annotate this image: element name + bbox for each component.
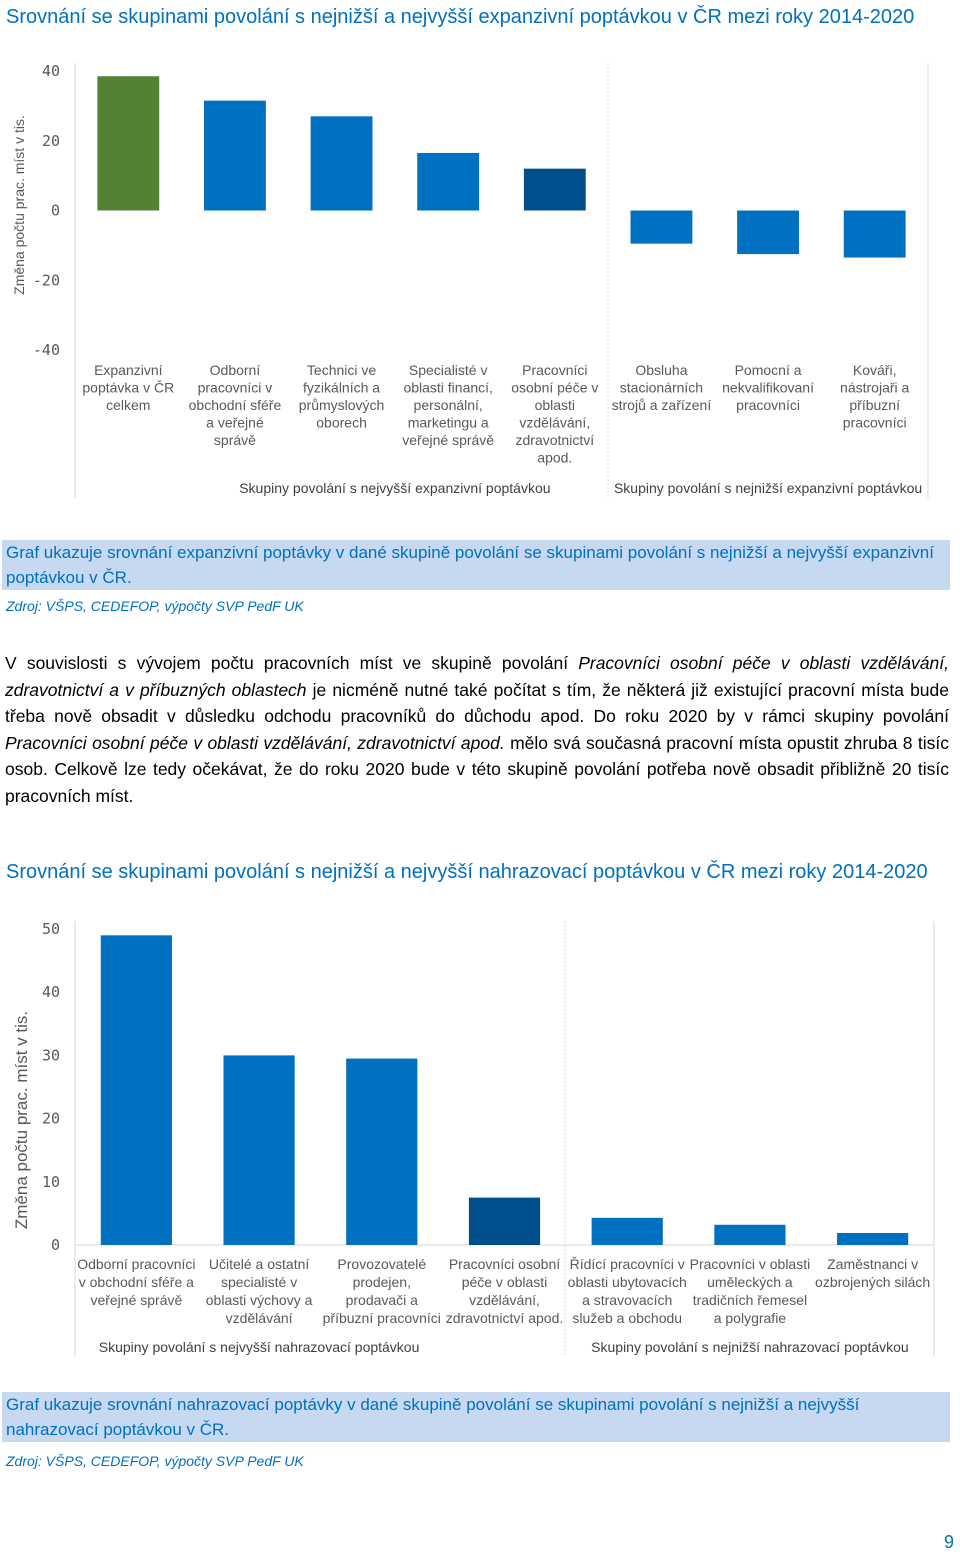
body-text-part-3: mělo svá současná pracovní místa opustit zhruba 8 tisíc osob. Celkově lze tedy očekávat, že do roku 2020 bude v této skupině povolání potřeba nově obsadit přibližně 20 tisíc pracovních míst. [5, 732, 949, 806]
body-text-part-2: je nicméně nutné také počítat s tím, že některá již existující pracovní místa bude třeba nově obsadit v důsledku odchodu pracovníků do důchodu apod. Do roku 2020 by v rámci skupiny povolání [5, 679, 949, 727]
chart1-title: Srovnání se skupinami povolání s nejnižší a nejvyšší expanzivní poptávkou v ČR mezi roky 2014-2020 [6, 6, 915, 28]
chart2-source: Zdroj: VŠPS, CEDEFOP, výpočty SVP PedF UK [6, 1453, 304, 1469]
category-label: Specialisté v oblasti financí, personální, marketingu a veřejné správě [402, 362, 495, 448]
chart2-y-axis-label: Změna počtu prac. míst v tis. [12, 1010, 31, 1230]
bar [714, 1225, 785, 1245]
chart1-caption: Graf ukazuje srovnání expanzivní poptávky v dané skupině povolání se skupinami povolání s nejnižší a nejvyšší expanzivní poptávkou v ČR. [2, 540, 950, 590]
chart1-bars [97, 76, 905, 257]
category-label: Pracovníci osobní péče v oblasti vzdělávání, zdravotnictví apod. [511, 362, 599, 466]
y-tick-label: 50 [41, 920, 60, 938]
y-tick-label: 40 [41, 983, 60, 1002]
bar [311, 116, 373, 210]
category-label: Provozovatelé prodejen, prodavači a příbuzní pracovníci [322, 1256, 441, 1326]
bar [592, 1218, 663, 1245]
group-label: Skupiny povolání s nejnižší expanzivní poptávkou [613, 480, 923, 496]
y-tick-label: 0 [50, 201, 60, 220]
chart1-category-labels [82, 362, 909, 466]
bar [101, 935, 172, 1245]
category-label: Obsluha stacionárních strojů a zařízení [611, 362, 712, 413]
y-tick-label: 20 [41, 131, 60, 150]
bar [223, 1055, 294, 1245]
chart2-nahrazovaci-poptavka [0, 905, 960, 1360]
y-tick-label: 40 [41, 62, 60, 80]
group-label: Skupiny povolání s nejvyšší nahrazovací poptávkou [98, 1339, 420, 1355]
category-label: Expanzivní poptávka v ČR celkem [82, 362, 175, 413]
chart1-axes [75, 63, 928, 498]
y-tick-label: 30 [41, 1046, 60, 1065]
chart2-category-labels [77, 1256, 930, 1326]
category-label: Zaměstnanci v ozbrojených silách [815, 1256, 931, 1290]
chart1-group-labels [239, 480, 922, 496]
group-label: Skupiny povolání s nejnižší nahrazovací poptávkou [591, 1339, 909, 1355]
y-tick-label: -20 [32, 271, 60, 290]
category-label: Řídící pracovníci v oblasti ubytovacích a stravovacích služeb a obchodu [567, 1256, 687, 1326]
chart1-y-axis-label: Změna počtu prac. míst v tis. [11, 115, 27, 295]
bar [97, 76, 159, 210]
category-label: Pracovníci v oblasti uměleckých a tradičních řemesel a polygrafie [689, 1256, 811, 1326]
group-label: Skupiny povolání s nejvyšší expanzivní poptávkou [239, 480, 551, 496]
chart2-bars [101, 935, 908, 1245]
page-number: 9 [943, 1532, 954, 1552]
bar [524, 169, 586, 211]
y-tick-label: 0 [50, 1236, 60, 1254]
category-label: Pomocní a nekvalifikovaní pracovníci [722, 362, 814, 413]
body-text-part-1: V souvislosti s vývojem počtu pracovních míst ve skupině povolání [5, 653, 579, 673]
chart2-caption: Graf ukazuje srovnání nahrazovací poptávky v dané skupině povolání se skupinami povolání s nejnižší a nejvyšší nahrazovací poptávkou v ČR. [2, 1392, 950, 1442]
category-label: Odborní pracovníci v obchodní sféře a veřejné správě [77, 1256, 196, 1308]
category-label: Kováři, nástrojaři a příbuzní pracovníci [840, 362, 910, 431]
bar [631, 211, 693, 244]
category-label: Technici ve fyzikálních a průmyslových oborech [298, 362, 385, 431]
body-text-emphasis-2: Pracovníci osobní péče v oblasti vzdělávání, zdravotnictví apod. [5, 732, 505, 753]
bar [469, 1198, 540, 1245]
y-tick-label: -40 [32, 341, 60, 359]
chart2-yticks [42, 920, 60, 1254]
bar [346, 1059, 417, 1245]
bar [204, 101, 266, 211]
y-tick-label: 20 [41, 1109, 60, 1128]
category-label: Učitelé a ostatní specialisté v oblasti výchovy a vzdělávání [205, 1256, 313, 1326]
y-tick-label: 10 [41, 1172, 60, 1191]
chart2-group-labels [99, 1339, 909, 1355]
bar [417, 153, 479, 211]
chart1-source: Zdroj: VŠPS, CEDEFOP, výpočty SVP PedF UK [6, 598, 304, 614]
body-text-emphasis-1: Pracovníci osobní péče v oblasti vzdělávání, zdravotnictví a v příbuzných oblastech [5, 653, 949, 700]
chart1-expanzivni-poptavka [0, 55, 960, 500]
category-label: Pracovníci osobní péče v oblasti vzdělávání, zdravotnictví apod. [445, 1256, 564, 1326]
bar [737, 211, 799, 255]
body-paragraph [5, 650, 949, 810]
category-label: Odborní pracovníci v obchodní sféře a veřejné správě [188, 362, 282, 448]
chart1-yticks [33, 62, 60, 359]
bar [837, 1233, 908, 1245]
bar [844, 211, 906, 258]
chart2-title: Srovnání se skupinami povolání s nejnižší a nejvyšší nahrazovací poptávkou v ČR mezi roky 2014-2020 [6, 861, 928, 883]
